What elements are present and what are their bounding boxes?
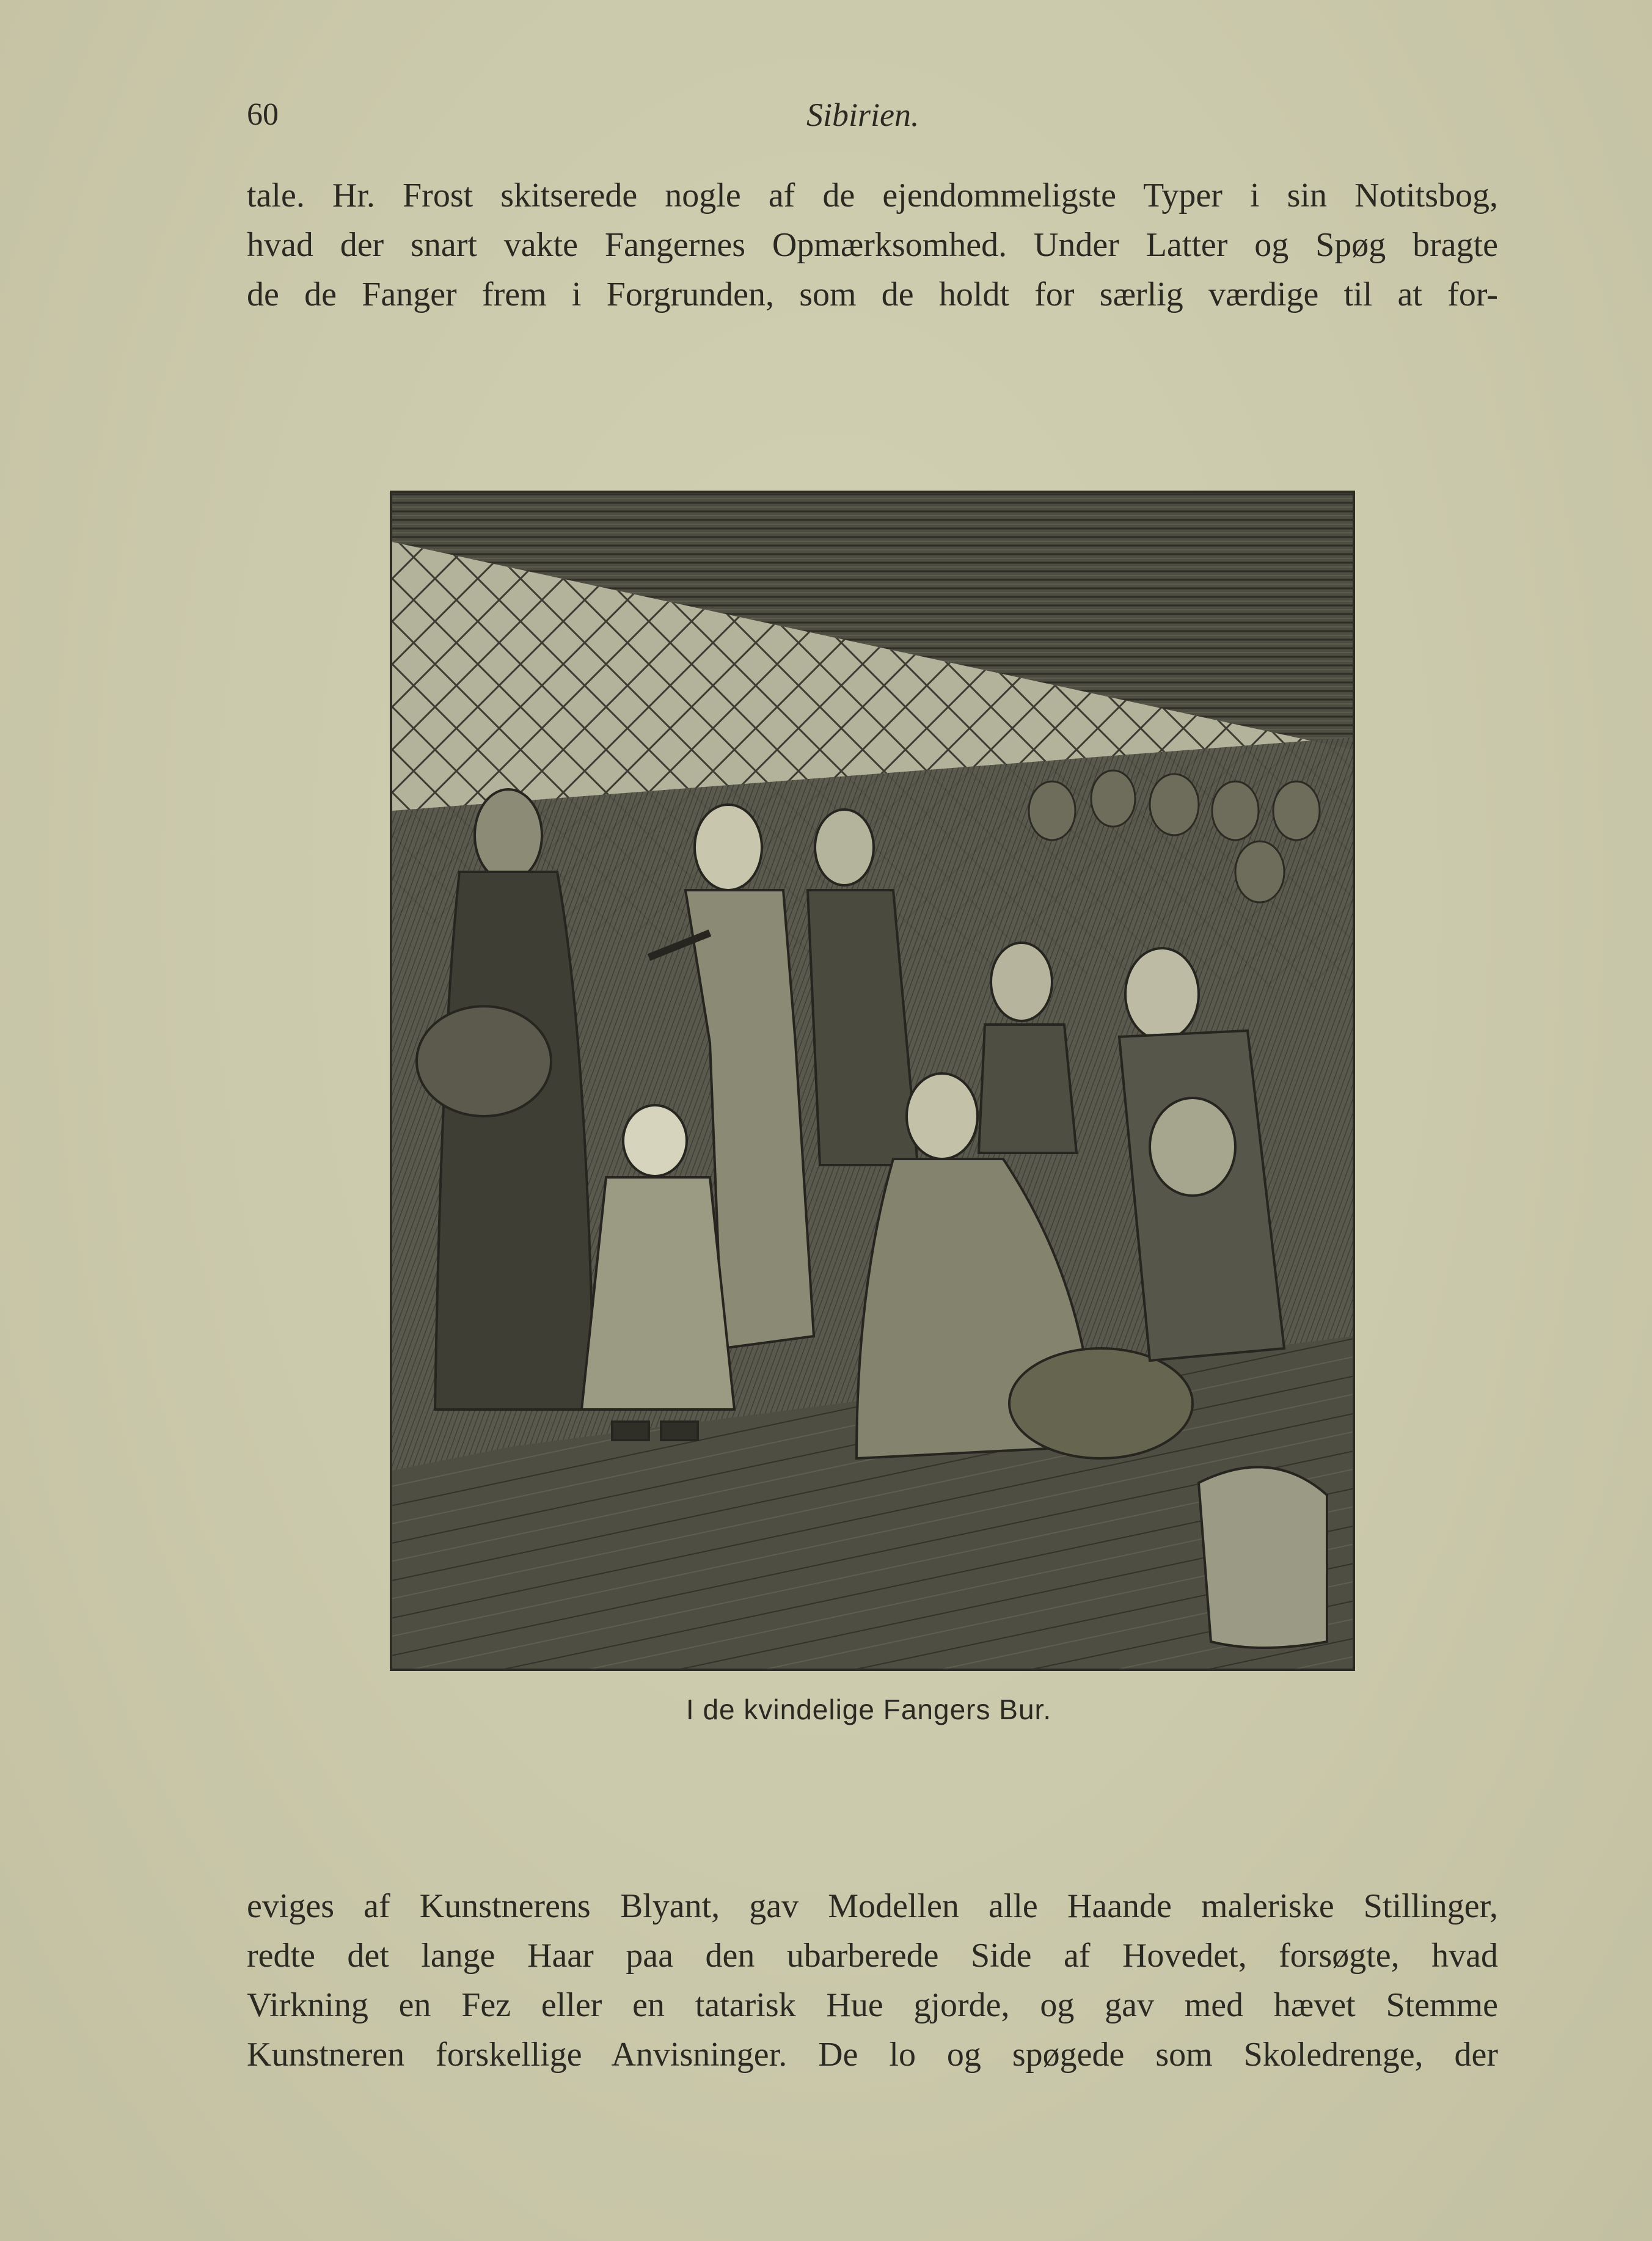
text-line: eviges af Kunstnerens Blyant, gav Modellen alle Haande maleriske Stillinger, bbox=[247, 1887, 1498, 1925]
engraving-drawing bbox=[392, 493, 1353, 1669]
figure-caption: I de kvindelige Fangers Bur. bbox=[685, 1694, 1052, 1725]
text-line: Virkning en Fez eller en tatarisk Hue gjorde, og gav med hævet Stemme bbox=[247, 1986, 1498, 2024]
text-line: Kunstneren forskellige Anvisninger. De lo og spøgede som Skoledrenge, der bbox=[247, 2036, 1498, 2074]
text-line: de de Fanger frem i Forgrunden, som de holdt for særlig værdige til at for- bbox=[247, 276, 1498, 313]
paragraph-bottom bbox=[247, 1882, 1498, 2080]
text-line: tale. Hr. Frost skitserede nogle af de ejendommeligste Typer i sin Notitsbog, bbox=[247, 177, 1498, 214]
engraving-illustration bbox=[390, 491, 1355, 1671]
text-line: hvad der snart vakte Fangernes Opmærksomhed. Under Latter og Spøg bragte bbox=[247, 226, 1498, 264]
page-number: 60 bbox=[247, 97, 279, 132]
paragraph-top bbox=[247, 171, 1498, 320]
running-title: Sibirien. bbox=[806, 97, 919, 133]
text-line: redte det lange Haar paa den ubarberede Side af Hovedet, forsøgte, hvad bbox=[247, 1937, 1498, 1975]
